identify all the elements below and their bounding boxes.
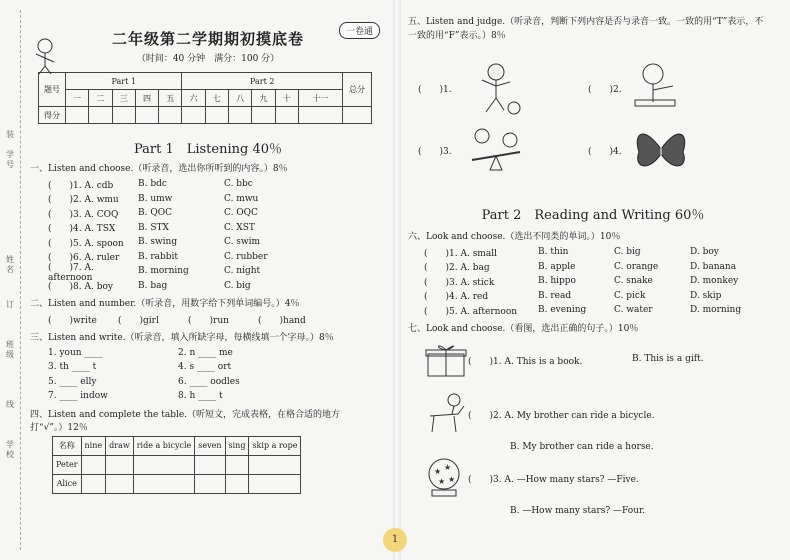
score-cell[interactable] bbox=[66, 107, 89, 124]
table-row bbox=[53, 474, 301, 493]
margin-bind-char: 线 bbox=[6, 400, 14, 409]
list-item[interactable]: 5. ____ elly 6. ____ oodles bbox=[48, 376, 240, 387]
crystal-ball-icon bbox=[424, 456, 464, 500]
list-item[interactable]: ( )girl bbox=[118, 315, 159, 326]
list-item[interactable]: B. My brother can ride a horse. bbox=[510, 442, 654, 452]
row-label: Alice bbox=[53, 474, 82, 493]
score-col: 四 bbox=[135, 90, 158, 107]
score-cell[interactable] bbox=[182, 107, 205, 124]
series-badge: 一卷通 bbox=[339, 22, 380, 39]
score-col: 二 bbox=[89, 90, 112, 107]
list-item[interactable]: ( )5. A. spoon B. swing C. swim bbox=[48, 237, 261, 249]
table-cell[interactable] bbox=[81, 474, 106, 493]
table-header: 名称 bbox=[53, 436, 82, 455]
table-cell[interactable] bbox=[249, 455, 301, 474]
list-item[interactable]: ( )8. A. boy B. bag C. big bbox=[48, 280, 251, 293]
score-col: 八 bbox=[229, 90, 252, 107]
mascot-icon bbox=[30, 36, 60, 76]
table-cell[interactable] bbox=[133, 455, 195, 474]
list-item[interactable]: ( )2. A. bag B. apple C. orange D. banana bbox=[424, 261, 737, 274]
list-item[interactable]: ( )2. A. wmu B. umw C. mwu bbox=[48, 193, 259, 206]
exam-subtitle: （时间：40 分钟 满分：100 分） bbox=[136, 54, 280, 64]
score-col: 九 bbox=[252, 90, 275, 107]
score-cell[interactable] bbox=[159, 107, 182, 124]
table-cell[interactable] bbox=[106, 474, 134, 493]
table-header: nine bbox=[81, 436, 106, 455]
table-cell[interactable] bbox=[225, 474, 249, 493]
list-item[interactable]: ( )2. bbox=[588, 85, 622, 95]
table-cell[interactable] bbox=[81, 455, 106, 474]
svg-text:★: ★ bbox=[434, 467, 442, 476]
list-item[interactable]: ( )6. A. ruler B. rabbit C. rubber bbox=[48, 251, 268, 264]
list-item[interactable]: ( )4. A. red B. read C. pick D. skip bbox=[424, 290, 722, 303]
score-row-label: 题号 bbox=[39, 73, 66, 107]
list-item[interactable]: ( )2. A. My brother can ride a bicycle. bbox=[468, 411, 655, 421]
table-header: draw bbox=[106, 436, 134, 455]
boy-football-icon bbox=[468, 60, 524, 116]
table-cell[interactable] bbox=[133, 474, 195, 493]
row-label: Peter bbox=[53, 455, 82, 474]
score-col: 五 bbox=[159, 90, 182, 107]
list-item[interactable]: 3. th ____ t 4. s ____ ort bbox=[48, 362, 232, 373]
svg-text:★: ★ bbox=[448, 475, 456, 484]
page-number: 1 bbox=[383, 528, 407, 552]
list-item[interactable]: ( )1. A. This is a book. bbox=[468, 357, 583, 367]
margin-class-label: 班级 bbox=[6, 340, 14, 359]
horse-rider-icon bbox=[424, 392, 468, 436]
score-table bbox=[38, 72, 372, 124]
margin-name-label: 姓名 bbox=[6, 255, 14, 274]
q4-title: 四、Listen and complete the table.（听短文，完成表格，在格合适的地方打“√”。）12％ bbox=[30, 409, 341, 433]
score-col: 一 bbox=[66, 90, 89, 107]
table-cell[interactable] bbox=[249, 474, 301, 493]
list-item[interactable]: B. This is a gift. bbox=[632, 354, 704, 364]
score-cell[interactable] bbox=[112, 107, 135, 124]
svg-text:★: ★ bbox=[444, 463, 452, 472]
list-item[interactable]: ( )3. bbox=[418, 147, 452, 157]
part1-title: Part 1 Listening 40％ bbox=[133, 142, 283, 157]
binding-line bbox=[20, 10, 21, 550]
score-cell[interactable] bbox=[229, 107, 252, 124]
q1-list bbox=[30, 177, 386, 293]
score-cell[interactable] bbox=[205, 107, 228, 124]
score-cell[interactable] bbox=[343, 107, 372, 124]
list-item[interactable]: ( )4. A. TSX B. STX C. XST bbox=[48, 222, 255, 235]
page-fold bbox=[393, 0, 401, 560]
table-cell[interactable] bbox=[195, 474, 225, 493]
q7-title: 七、Look and choose.（看图，选出正确的句子。）10％ bbox=[408, 323, 639, 334]
score-col: 十一 bbox=[298, 90, 342, 107]
gift-icon bbox=[424, 342, 468, 378]
list-item[interactable]: ( )run bbox=[188, 315, 229, 326]
table-header: seven bbox=[195, 436, 225, 455]
score-cell[interactable] bbox=[298, 107, 342, 124]
q4-table bbox=[52, 436, 301, 494]
score-cell[interactable] bbox=[89, 107, 112, 124]
list-item[interactable]: ( )1. A. cdb B. bdc C. bbc bbox=[48, 179, 253, 191]
butterfly-icon bbox=[633, 124, 689, 174]
list-item[interactable]: ( )1. A. small B. thin C. big D. boy bbox=[424, 247, 719, 259]
table-header: ride a bicycle bbox=[133, 436, 195, 455]
q2-title: 二、Listen and number.（听录音，用数字给下列单词编号。）4％ bbox=[30, 299, 300, 309]
list-item[interactable]: 1. youn ____ 2. n ____ me bbox=[48, 347, 233, 358]
score-cell[interactable] bbox=[275, 107, 298, 124]
margin-school-label: 学校 bbox=[6, 440, 14, 459]
list-item[interactable]: 7. ____ indow 8. h ____ t bbox=[48, 391, 223, 402]
margin-bind-char: 订 bbox=[6, 300, 14, 309]
left-page bbox=[30, 20, 386, 550]
table-header: skip a rope bbox=[249, 436, 301, 455]
score-part1: Part 1 bbox=[66, 73, 182, 90]
q6-title: 六、Look and choose.（选出不同类的单词。）10％ bbox=[408, 232, 621, 242]
seesaw-icon bbox=[468, 124, 524, 174]
girl-icon bbox=[633, 60, 683, 116]
table-cell[interactable] bbox=[195, 455, 225, 474]
score-col: 七 bbox=[205, 90, 228, 107]
score-col: 十 bbox=[275, 90, 298, 107]
q1-title: 一、Listen and choose.（听录音，选出你所听到的内容。）8％ bbox=[30, 164, 288, 174]
table-header: sing bbox=[225, 436, 249, 455]
table-cell[interactable] bbox=[225, 455, 249, 474]
score-col: 六 bbox=[182, 90, 205, 107]
list-item[interactable]: ( )3. A. COQ B. QOC C. OQC bbox=[48, 208, 258, 220]
score-total: 总分 bbox=[343, 73, 372, 107]
q5-title: 五、Listen and judge.（听录音，判断下列内容是否与录音一致。一致的用“T”表示，不一致的用“F”表示。）8％ bbox=[408, 17, 764, 41]
score-cell[interactable] bbox=[135, 107, 158, 124]
q6-section bbox=[408, 226, 778, 337]
table-row bbox=[53, 455, 301, 474]
svg-text:★: ★ bbox=[438, 477, 446, 486]
score-col: 三 bbox=[112, 90, 135, 107]
score-row-label: 得分 bbox=[39, 107, 66, 124]
score-part2: Part 2 bbox=[182, 73, 343, 90]
list-item[interactable]: B. —How many stars? —Four. bbox=[510, 506, 646, 516]
list-item[interactable]: ( )4. bbox=[588, 147, 622, 157]
part2-title: Part 2 Reading and Writing 60％ bbox=[481, 208, 705, 223]
q3-title: 三、Listen and write.（听录音，填入所缺字母，每横线填一个字母。）8％ bbox=[30, 332, 334, 343]
table-cell[interactable] bbox=[106, 455, 134, 474]
list-item[interactable]: ( )write bbox=[48, 315, 97, 326]
exam-title: 二年级第二学期期初摸底卷 bbox=[111, 30, 304, 48]
margin-number-label: 学号 bbox=[6, 150, 14, 169]
score-cell[interactable] bbox=[252, 107, 275, 124]
list-item[interactable]: ( )1. bbox=[418, 85, 452, 95]
q2-list bbox=[30, 312, 386, 327]
list-item[interactable]: ( )3. A. stick B. hippo C. snake D. monkey bbox=[424, 276, 739, 288]
list-item[interactable]: ( )hand bbox=[258, 315, 306, 326]
list-item[interactable]: ( )7. A. afternoon B. morning C. night bbox=[48, 262, 261, 283]
margin-bind-char: 装 bbox=[6, 130, 14, 139]
list-item[interactable]: ( )3. A. —How many stars? —Five. bbox=[468, 475, 639, 485]
q3-list bbox=[30, 346, 386, 404]
list-item[interactable]: ( )5. A. afternoon B. evening C. water D. morning bbox=[424, 305, 742, 317]
right-page bbox=[408, 12, 778, 552]
